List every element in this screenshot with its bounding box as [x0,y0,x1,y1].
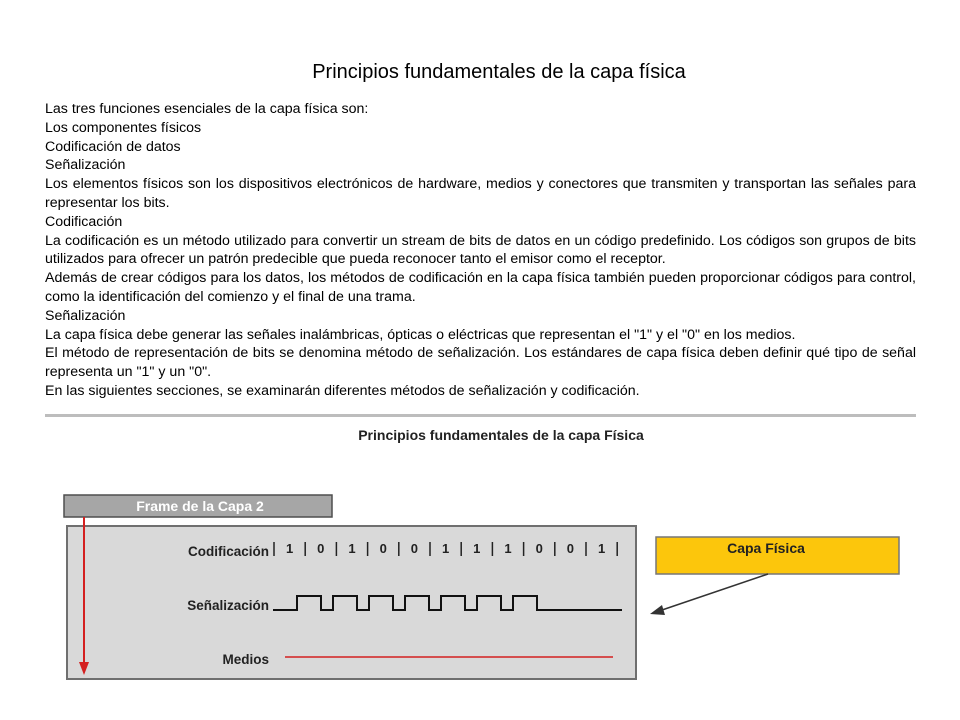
paragraph: Los componentes físicos [45,119,202,136]
paragraph: Los elementos físicos son los dispositivos electrónicos de hardware, medios y conectores que transmiten y transportan las señales para representar los bits. [45,176,916,211]
paragraph: En las siguientes secciones, se examinarán diferentes métodos de señalización y codificación. [45,382,640,399]
frame-label: Frame de la Capa 2 [136,498,264,514]
figure-title: Principios fundamentales de la capa Física [358,427,644,443]
paragraph: La capa física debe generar las señales inalámbricas, ópticas o eléctricas que representan el "1" y el "0" en los medios. [45,326,796,343]
bit-value: 1 [473,541,481,556]
signaling-label: Señalización [187,598,269,613]
paragraph: Las tres funciones esenciales de la capa física son: [45,101,369,117]
pointer-arrow [662,574,768,610]
paragraph: Señalización [45,307,126,324]
bit-value: 0 [535,541,543,556]
bit-value: 0 [379,541,387,556]
bit-value: 1 [441,541,450,556]
paragraph: La codificación es un método utilizado para convertir un stream de bits de datos en un código predefinido. Los códigos son grupos de bits utilizados para ofrecer un patrón predecible que pueda reconocer tanto el emisor como el receptor. [45,232,916,268]
bit-value: 1 [504,541,512,556]
paragraph: Codificación de datos [45,138,181,155]
bit-value: 0 [410,541,419,556]
media-label: Medios [222,652,269,667]
coding-label: Codificación [187,544,269,559]
bit-value: 0 [566,541,575,556]
bit-value: 1 [597,541,606,556]
bit-value: 1 [348,541,356,556]
layer-label: Capa Física [727,540,805,556]
paragraph: El método de representación de bits se denomina método de señalización. Los estándares de capa física deben definir qué tipo de señal representa un "1" y un "0". [45,345,916,381]
paragraph: Señalización [45,157,126,174]
bit-value: 0 [317,541,325,556]
pointer-arrow-head [650,605,665,615]
paragraph: Además de crear códigos para los datos, los métodos de codificación en la capa física también pueden proporcionar códigos para control, como la identificación del comienzo y el final de una trama. [45,270,916,305]
slide-title: Principios fundamentales de la capa física [312,61,686,83]
bit-value: 1 [285,541,294,556]
paragraph: Codificación [45,213,123,230]
